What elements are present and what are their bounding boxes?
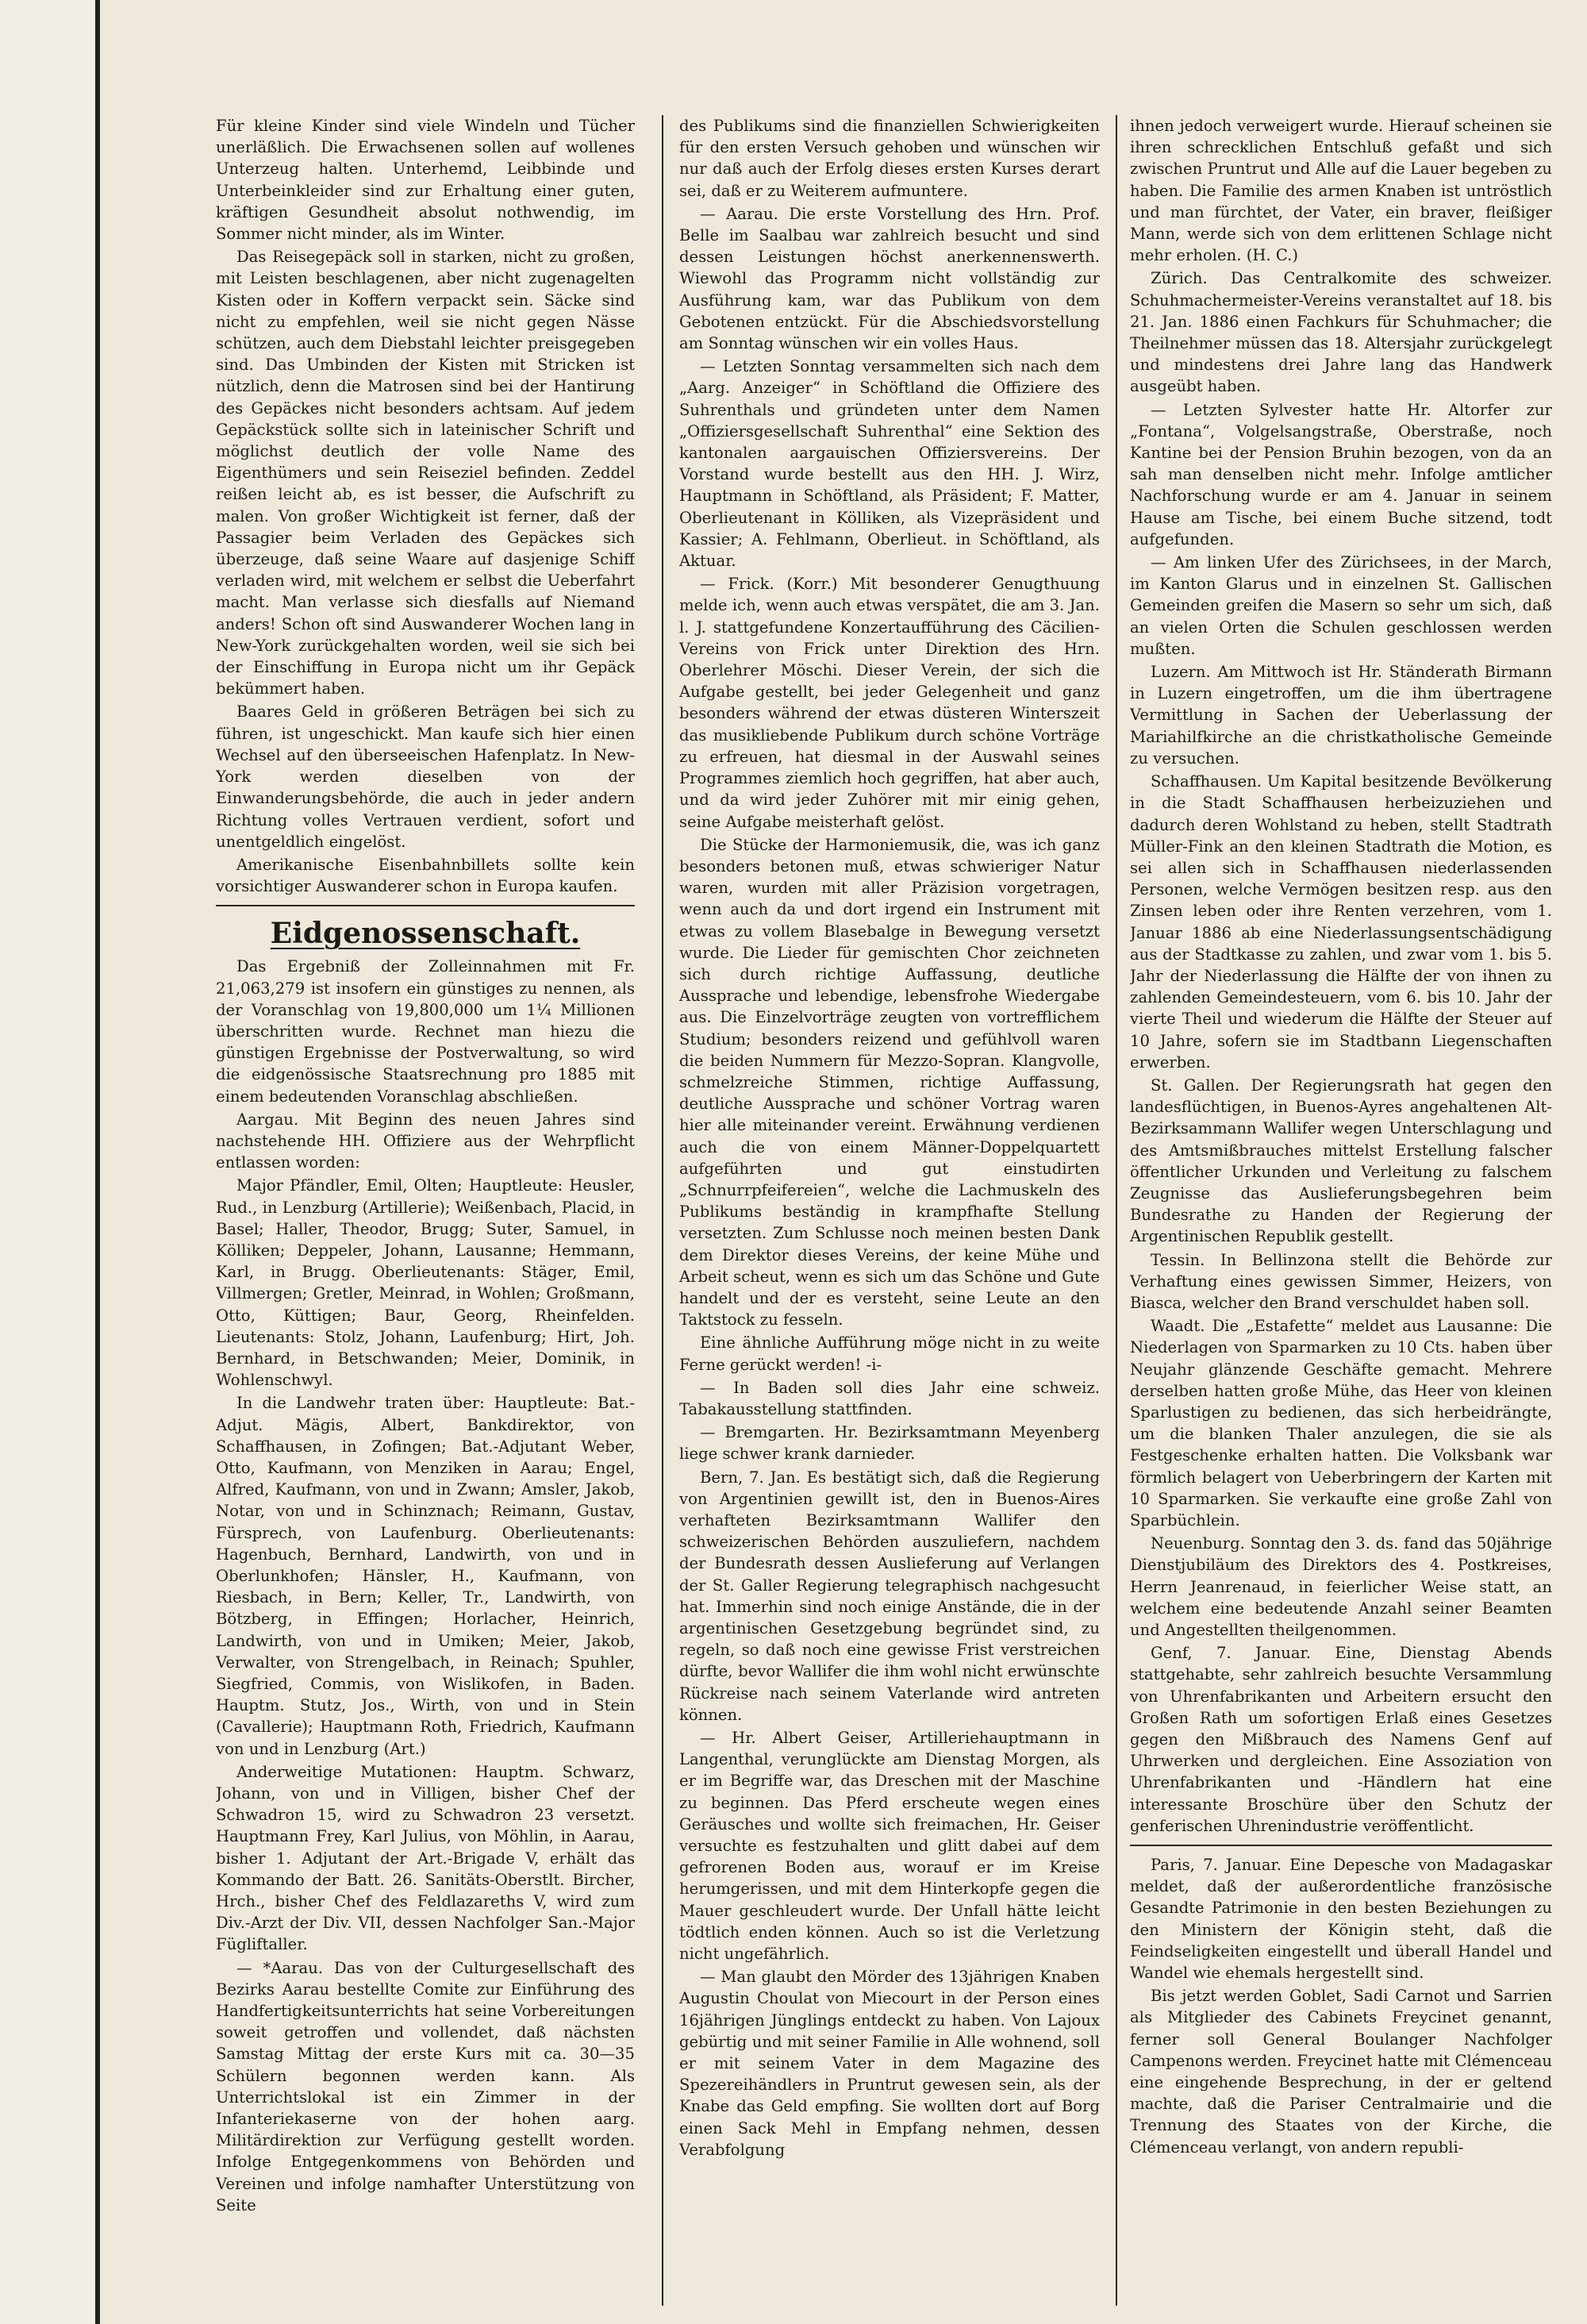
article-paragraph: Neuenburg. Sonntag den 3. ds. fand das 50jährige Dienstjubiläum des Direktors des 4. Postkreises, Herrn Jeanrenaud, in feierlicher Weise statt, an welchem eine bedeutende Anzahl seiner Beamten und Angestellten theilgenommen. <box>1130 1534 1552 1640</box>
column-2 <box>679 115 1100 2306</box>
article-paragraph: Die Stücke der Harmoniemusik, die, was ich ganz besonders betonen muß, etwas schwieriger Natur waren, wurden mit aller Präzision vorgetragen, wenn auch da und dort irgend ein Instrument mit etwas zu vollem Blasebalge in Bewegung versetzt wurde. Die Lieder für gemischten Chor zeichneten sich durch richtige Auffassung, deutliche Aussprache und lebendige, lebensfrohe Wiedergabe aus. Die Einzelvorträge zeugten von vortrefflichem Studium; besonders reizend und gefühlvoll waren die beiden Nummern für Mezzo-Sopran. Klangvolle, schmelzreiche Stimmen, richtige Auffassung, deutliche Aussprache und schöner Vortrag waren hier alle miteinander vereint. Erwähnung verdienen auch die von einem Männer-Doppelquartett aufgeführten und gut einstudirten „Schnurrpfeifereien“, welche die Lachmuskeln des Publikums beständig in krampfhafte Stellung versetzten. Zum Schlusse noch meinen besten Dank dem Direktor dieses Vereins, der keine Mühe und Arbeit scheut, wenn es sich um das Schöne und Gute handelt und der es versteht, seine Leute an den Taktstock zu fesseln. <box>679 835 1100 1329</box>
article-paragraph: Bern, 7. Jan. Es bestätigt sich, daß die Regierung von Argentinien gewillt ist, den in Buenos-Aires verhafteten Bezirksamtmann Wallifer den schweizerischen Behörden auszuliefern, nachdem der Bundesrath dessen Auslieferung auf Verlangen der St. Galler Regierung telegraphisch nachgesucht hat. Immerhin sind noch einige Anstände, die in der argentinischen Gesetzgebung begründet sind, zu regeln, so daß noch eine gewisse Frist verstreichen dürfte, bevor Wallifer die ihm wohl nicht erwünschte Rückreise nach seinem Vaterlande wird antreten können. <box>679 1468 1100 1724</box>
article-paragraph: Genf, 7. Januar. Eine, Dienstag Abends stattgehabte, sehr zahlreich besuchte Versammlung von Uhrenfabrikanten und Arbeitern ersucht den Großen Rath um sofortigen Erlaß eines Gesetzes gegen den Mißbrauch des Namens Genf auf Uhrwerken und dergleichen. Eine Assoziation von Uhrenfabrikanten und -Händlern hat eine interessante Broschüre über den Schutz der genferischen Uhrenindustrie veröffentlicht. <box>1130 1644 1552 1835</box>
section-separator <box>1130 1845 1552 1846</box>
article-paragraph: — Hr. Albert Geiser, Artilleriehauptmann in Langenthal, verunglückte am Dienstag Morgen, als er im Begriffe war, das Dreschen mit der Maschine zu beginnen. Das Pferd erscheute wegen eines Geräusches und wollte sich freimachen, Hr. Geiser versuchte es festzuhalten und glitt dabei auf dem gefrorenen Boden aus, worauf er im Kreise herumgerissen, und mit dem Hinterkopfe gegen die Mauer geschleudert wurde. Der Unfall hätte leicht tödtlich enden können. Auch so ist die Verletzung nicht ungefährlich. <box>679 1729 1100 1964</box>
article-paragraph: Eine ähnliche Aufführung möge nicht in zu weite Ferne gerückt werden! -i- <box>679 1333 1100 1374</box>
article-paragraph: — Frick. (Korr.) Mit besonderer Genugthuung melde ich, wenn auch etwas verspätet, die am 3. Jan. l. J. stattgefundene Konzertaufführung des Cäcilien-Vereins von Frick unter Direktion des Hrn. Oberlehrer Möschi. Dieser Verein, der sich die Aufgabe gestellt, bei jeder Gelegenheit und ganz besonders während der etwas düsteren Winterszeit das musikliebende Publikum durch schöne Vorträge zu erfreuen, hat diesmal in der Auswahl seines Programmes ziemlich hoch gegriffen, hat aber auch, und da wird jeder Zuhörer mit mir einig gehen, seine Aufgabe meisterhaft gelöst. <box>679 575 1100 831</box>
article-paragraph: — Aarau. Die erste Vorstellung des Hrn. Prof. Belle im Saalbau war zahlreich besucht und sind dessen Leistungen höchst anerkennenswerth. Wiewohl das Programm nicht vollständig zur Ausführung kam, war das Publikum von dem Gebotenen entzückt. Für die Abschiedsvorstellung am Sonntag wünschen wir ein volles Haus. <box>679 204 1100 353</box>
article-paragraph: Major Pfändler, Emil, Olten; Hauptleute: Heusler, Rud., in Lenzburg (Artillerie); Weißenbach, Placid, in Basel; Haller, Theodor, Brugg; Suter, Samuel, in Kölliken; Deppeler, Johann, Lausanne; Hemmann, Karl, in Brugg. Oberlieutenants: Stäger, Emil, Villmergen; Gretler, Meinrad, in Wohlen; Großmann, Otto, Küttigen; Baur, Georg, Rheinfelden. Lieutenants: Stolz, Johann, Laufenburg; Hirt, Joh. Bernhard, in Betschwanden; Meier, Dominik, in Wohlenschwyl. <box>216 1176 635 1390</box>
article-paragraph: Bis jetzt werden Goblet, Sadi Carnot und Sarrien als Mitglieder des Cabinets Freycinet genannt, ferner soll General Boulanger Nachfolger Campenons werden. Freycinet hatte mit Clémenceau eine eingehende Besprechung, in der er geltend machte, daß die Pariser Centralmairie und die Trennung des Staates von der Kirche, die Clémenceau verlangt, von andern republi- <box>1130 1987 1552 2157</box>
article-paragraph: Anderweitige Mutationen: Hauptm. Schwarz, Johann, von und in Villigen, bisher Chef der Schwadron 15, wird zu Schwadron 23 versetzt. Hauptmann Frey, Karl Julius, von Möhlin, in Aarau, bisher 1. Adjutant der Art.-Brigade V, erhält das Kommando der Batt. 26. Sanitäts-Oberstlt. Bircher, Hrch., bisher Chef des Feldlazareths V, wird zum Div.-Arzt der Div. VII, dessen Nachfolger San.-Major Fügliftaller. <box>216 1762 635 1954</box>
article-paragraph: Aargau. Mit Beginn des neuen Jahres sind nachstehende HH. Offiziere aus der Wehrpflicht entlassen worden: <box>216 1110 635 1172</box>
column-3 <box>1130 115 1552 2306</box>
article-paragraph: Schaffhausen. Um Kapital besitzende Bevölkerung in die Stadt Schaffhausen herbeizuziehen und dadurch deren Wohlstand zu heben, stellt Stadtrath Müller-Fink an den kleinen Stadtrath die Motion, es sei allen sich in Schaffhausen niederlassenden Personen, welche Vermögen besitzen resp. aus den Zinsen leben oder ihre Renten verzehren, vom 1. Januar 1886 ab eine Niederlassungsentschädigung aus der Stadtkasse zu zahlen, und zwar vom 1. bis 5. Jahr der Niederlassung die Hälfte der von ihnen zu zahlenden Gemeindesteuern, vom 6. bis 10. Jahr der vierte Theil und wiederum die Hälfte der Steuer auf 10 Jahre, sofern sie im Stadtbann Liegenschaften erwerben. <box>1130 772 1552 1072</box>
article-paragraph: — In Baden soll dies Jahr eine schweiz. Tabakausstellung stattfinden. <box>679 1378 1100 1418</box>
column-divider <box>1116 115 1117 2306</box>
article-paragraph: — Man glaubt den Mörder des 13jährigen Knaben Augustin Choulat von Miecourt in der Person eines 16jährigen Jünglings entdeckt zu haben. Von Lajoux gebürtig und mit seiner Familie in Alle wohnend, soll er mit seinem Vater in dem Magazine des Spezereihändlers in Pruntrut gewesen sein, als der Knabe das Geld empfing. Sie wollten dort auf Borg einen Sack Mehl in Empfang nehmen, dessen Verabfolgung <box>679 1968 1100 2159</box>
column-1 <box>216 115 635 2306</box>
article-paragraph: Paris, 7. Januar. Eine Depesche von Madagaskar meldet, daß der außerordentliche französische Gesandte Patrimonie in den besten Beziehungen zu den Ministern der Königin steht, daß die Feindseligkeiten eingestellt und überall Handel und Wandel wie ehemals hergestellt sind. <box>1130 1856 1552 1983</box>
section-separator <box>216 905 635 906</box>
article-paragraph: Waadt. Die „Estafette“ meldet aus Lausanne: Die Niederlagen von Sparmarken zu 10 Cts. haben über Neujahr glänzende Geschäfte gemacht. Mehrere derselben hatten große Mühe, das Heer von kleinen Sparlustigen zu bedienen, das sich herbeidrängte, um die blanken Thaler anzulegen, die sie als Festgeschenke erhalten hatten. Die Volksbank war förmlich belagert von Ueberbringern der Karten mit 10 Sparmarken. Sie verkaufte eine große Zahl von Sparbüchlein. <box>1130 1317 1552 1529</box>
article-paragraph: Zürich. Das Centralkomite des schweizer. Schuhmachermeister-Vereins veranstaltet auf 18. bis 21. Jan. 1886 einen Fachkurs für Schuhmacher; die Theilnehmer müssen das 18. Altersjahr zurückgelegt und mindestens drei Jahre lang das Handwerk ausgeübt haben. <box>1130 269 1552 396</box>
article-paragraph: des Publikums sind die finanziellen Schwierigkeiten für den ersten Versuch gehoben und wünschen wir nur daß auch der Erfolg dieses ersten Kurses derart sei, daß er zu Weiterem aufmuntere. <box>679 117 1100 200</box>
article-paragraph: In die Landwehr traten über: Hauptleute: Bat.-Adjut. Mägis, Albert, Bankdirektor, von Schaffhausen, in Zofingen; Bat.-Adjutant Weber, Otto, Kaufmann, von Menziken in Aarau; Engel, Alfred, Kaufmann, von und in Zwann; Amsler, Jakob, Notar, von und in Schinznach; Reimann, Gustav, Fürsprech, von Laufenburg. Oberlieutenants: Hagenbuch, Bernhard, Landwirth, von und in Oberlunkhofen; Hänsler, H., Kaufmann, von Riesbach, in Bern; Keller, Tr., Landwirth, von Bötzberg, in Effingen; Horlacher, Heinrich, Landwirth, von und in Umiken; Meier, Jakob, Verwalter, von Strengelbach, in Reinach; Spuhler, Siegfried, Commis, von Wislikofen, in Baden. Hauptm. Stutz, Jos., Wirth, von und in Stein (Cavallerie); Hauptmann Roth, Friedrich, Kaufmann von und in Lenzburg (Art.) <box>216 1394 635 1758</box>
article-paragraph: Tessin. In Bellinzona stellt die Behörde zur Verhaftung eines gewissen Simmer, Heizers, von Biasca, welcher den Brand verschuldet haben soll. <box>1130 1250 1552 1312</box>
article-paragraph: Baares Geld in größeren Beträgen bei sich zu führen, ist ungeschickt. Man kaufe sich hier einen Wechsel auf den überseeischen Hafenplatz. In New-York werden dieselben von der Einwanderungsbehörde, die auch in jeder andern Richtung volles Vertrauen verdient, sofort und unentgeldlich eingelöst. <box>216 702 635 851</box>
scan-left-margin <box>0 0 97 2324</box>
article-paragraph: Das Ergebniß der Zolleinnahmen mit Fr. 21,063,279 ist insofern ein günstiges zu nennen, als der Voranschlag von 19,800,000 um 1¼ Millionen überschritten wurde. Rechnet man hiezu die günstigen Ergebnisse der Postverwaltung, so wird die eidgenössische Staatsrechnung pro 1885 mit einem bedeutenden Voranschlag abschließen. <box>216 957 635 1106</box>
article-paragraph: — Letzten Sonntag versammelten sich nach dem „Aarg. Anzeiger“ in Schöftland die Offiziere des Suhrenthals und gründeten unter dem Namen „Offiziersgesellschaft Suhrenthal“ eine Sektion des kantonalen aargauischen Offiziersvereins. Der Vorstand wurde bestellt aus den HH. J. Wirz, Hauptmann in Schöftland, als Präsident; F. Matter, Oberlieutenant in Kölliken, als Vizepräsident und Kassier; A. Fehlmann, Oberlieut. in Schöftland, als Aktuar. <box>679 357 1100 571</box>
article-paragraph: ihnen jedoch verweigert wurde. Hierauf scheinen sie ihren schrecklichen Entschluß gefaßt und sich zwischen Pruntrut und Alle auf die Lauer begeben zu haben. Die Familie des armen Knaben ist untröstlich und man fürchtet, der Vater, ein braver, fleißiger Mann, werde sich von dem erlittenen Schlage nicht mehr erholen. (H. C.) <box>1130 117 1552 265</box>
scan-edge-rule <box>95 0 100 2324</box>
article-paragraph: — Bremgarten. Hr. Bezirksamtmann Meyenberg liege schwer krank darnieder. <box>679 1423 1100 1464</box>
article-paragraph: Amerikanische Eisenbahnbillets sollte kein vorsichtiger Auswanderer schon in Europa kaufen. <box>216 855 635 896</box>
article-paragraph: — Am linken Ufer des Zürichsees, in der March, im Kanton Glarus und in einzelnen St. Gallischen Gemeinden greifen die Masern so sehr um sich, daß an vielen Orten die Schulen geschlossen werden mußten. <box>1130 553 1552 658</box>
column-divider <box>662 115 663 2306</box>
article-paragraph: Für kleine Kinder sind viele Windeln und Tücher unerläßlich. Die Erwachsenen sollen auf wollenes Unterzeug halten. Unterhemd, Leibbinde und Unterbeinkleider sind zur Erhaltung einer guten, kräftigen Gesundheit absolut nothwendig, im Sommer nicht minder, als im Winter. <box>216 117 635 244</box>
article-paragraph: Luzern. Am Mittwoch ist Hr. Ständerath Birmann in Luzern eingetroffen, um die ihm übertragene Vermittlung in Sachen der Ueberlassung der Mariahilfkirche an die christkatholische Gemeinde zu versuchen. <box>1130 663 1552 768</box>
article-paragraph: Das Reisegepäck soll in starken, nicht zu großen, mit Leisten beschlagenen, aber nicht zugenagelten Kisten oder in Koffern verpackt sein. Säcke sind nicht zu empfehlen, weil sie nicht gegen Nässe schützen, auch dem Diebstahl leichter preisgegeben sind. Das Umbinden der Kisten mit Stricken ist nützlich, denn die Matrosen sind bei der Hantirung des Gepäckes nicht besonders achtsam. Auf jedem Gepäckstück sollte sich in lateinischer Schrift und möglichst deutlich der volle Name des Eigenthümers und sein Reiseziel befinden. Zeddel reißen leicht ab, es ist besser, die Aufschrift zu malen. Von großer Wichtigkeit ist ferner, daß der Passagier beim Verladen des Gepäckes sich überzeuge, daß seine Waare auf dasjenige Schiff verladen wird, mit welchem er selbst die Ueberfahrt macht. Man verlasse sich diesfalls auf Niemand anders! Schon oft sind Auswanderer Wochen lang in New-York zurückgehalten worden, weil sie sich bei der Einschiffung in Europa nicht um ihr Gepäck bekümmert haben. <box>216 248 635 698</box>
article-paragraph: — Letzten Sylvester hatte Hr. Altorfer zur „Fontana“, Volgelsangstraße, Oberstraße, noch Kantine bei der Pension Bruhin bezogen, von da an sah man denselben nicht mehr. Infolge amtlicher Nachforschung wurde er am 4. Januar in seinem Hause am Tische, bei einem Buche sitzend, todt aufgefunden. <box>1130 400 1552 548</box>
section-heading: Eidgenossenschaft. <box>270 917 581 951</box>
article-paragraph: — *Aarau. Das von der Culturgesellschaft des Bezirks Aarau bestellte Comite zur Einführung des Handfertigkeitsunterrichts hat seine Vorbereitungen soweit getroffen und vollendet, daß nächsten Samstag Mittag der erste Kurs mit ca. 30—35 Schülern begonnen werden kann. Als Unterrichtslokal ist ein Zimmer in der Infanteriekaserne von der hohen aarg. Militärdirektion zur Verfügung gestellt worden. Infolge Entgegenkommens von Behörden und Vereinen und infolge namhafter Unterstützung von Seite <box>216 1958 635 2214</box>
article-paragraph: St. Gallen. Der Regierungsrath hat gegen den landesflüchtigen, in Buenos-Ayres angehaltenen Alt-Bezirksammann Wallifer wegen Unterschlagung und des Amtsmißbrauches mittelst Erstellung falscher öffentlicher Urkunden und Verleitung zu falschem Zeugnisse das Auslieferungsbegehren beim Bundesrathe zu Handen der Regierung der Argentinischen Republik gestellt. <box>1130 1075 1552 1246</box>
